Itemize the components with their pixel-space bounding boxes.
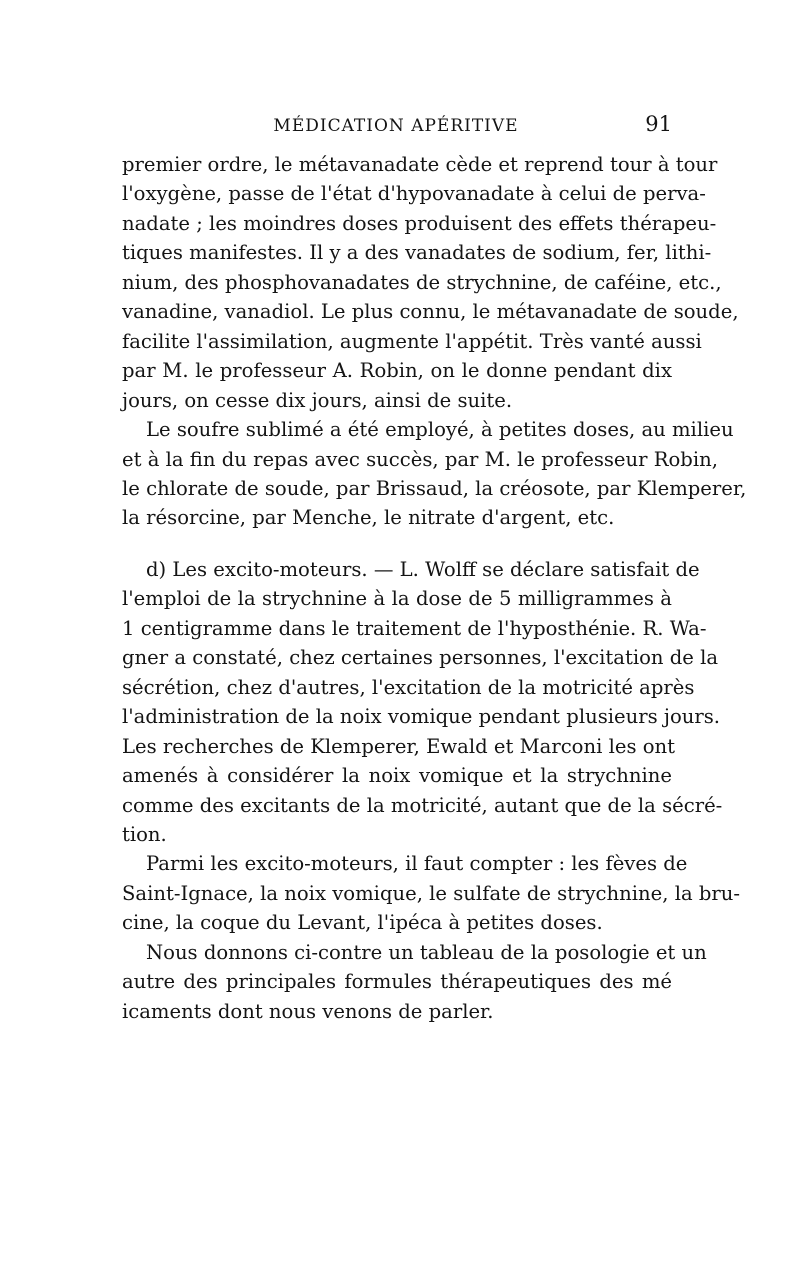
text-line: jours, on cesse dix jours, ainsi de suite. bbox=[122, 388, 513, 412]
running-title: MÉDICATION APÉRITIVE bbox=[273, 116, 519, 136]
text-line: Parmi les excito-moteurs, il faut compter : les fèves de bbox=[146, 852, 688, 876]
text-line: la résorcine, par Menche, le nitrate d'argent, etc. bbox=[122, 506, 615, 530]
text-line: amenés à considérer la noix vomique et la strychnine bbox=[122, 764, 672, 788]
text-line: tiques manifestes. Il y a des vanadates de sodium, fer, lithi- bbox=[122, 241, 712, 265]
text-line: vanadine, vanadiol. Le plus connu, le métavanadate de soude, bbox=[122, 300, 739, 324]
text-line: nium, des phosphovanadates de strychnine, de caféine, etc., bbox=[122, 270, 722, 294]
text-line: l'oxygène, passe de l'état d'hypovanadate à celui de perva- bbox=[122, 182, 706, 206]
body-text bbox=[122, 150, 747, 1026]
text-line: Les recherches de Klemperer, Ewald et Marconi les ont bbox=[122, 734, 676, 758]
paragraph-vanadates bbox=[122, 150, 739, 415]
text-line: premier ordre, le métavanadate cède et reprend tour à tour bbox=[122, 153, 718, 176]
text-line-wrapped: autre des principales formules thérapeutiques des mé icaments dont nous venons de parler. bbox=[122, 970, 672, 1023]
page-number: 91 bbox=[645, 112, 672, 136]
paragraph-tableau bbox=[122, 938, 707, 1026]
text-line: cine, la coque du Levant, l'ipéca à petites doses. bbox=[122, 911, 603, 935]
text-line: tion. bbox=[122, 822, 167, 846]
text-line: facilite l'assimilation, augmente l'appétit. Très vanté aussi bbox=[122, 329, 702, 353]
text-line: l'emploi de la strychnine à la dose de 5 milligrammes à bbox=[122, 587, 672, 611]
text-line: par M. le professeur A. Robin, on le donne pendant dix bbox=[122, 359, 672, 383]
section-gap bbox=[122, 533, 672, 555]
text-line: Le soufre sublimé a été employé, à petites doses, au milieu bbox=[146, 418, 734, 442]
text-line: Nous donnons ci-contre un tableau de la posologie et un bbox=[146, 940, 707, 964]
running-header bbox=[120, 112, 672, 142]
text-line: nadate ; les moindres doses produisent des effets thérapeu- bbox=[122, 211, 717, 235]
text-line: le chlorate de soude, par Brissaud, la créosote, par Klemperer, bbox=[122, 476, 747, 500]
paragraph-soufre bbox=[122, 415, 747, 533]
text-line: gner a constaté, chez certaines personnes, l'excitation de la bbox=[122, 646, 719, 670]
text-line: l'administration de la noix vomique pendant plusieurs jours. bbox=[122, 705, 721, 729]
text-line: sécrétion, chez d'autres, l'excitation de la motricité après bbox=[122, 675, 695, 699]
text-line: comme des excitants de la motricité, autant que de la sécré- bbox=[122, 793, 723, 817]
text-line: Saint-Ignace, la noix vomique, le sulfate de strychnine, la bru- bbox=[122, 881, 741, 905]
text-line: et à la fin du repas avec succès, par M. le professeur Robin, bbox=[122, 447, 718, 471]
paragraph-excito-moteurs bbox=[122, 555, 723, 850]
paragraph-liste-excito-moteurs bbox=[122, 849, 741, 937]
text-line: d) Les excito-moteurs. — L. Wolff se déclare satisfait de bbox=[146, 557, 700, 581]
text-line: 1 centigramme dans le traitement de l'hyposthénie. R. Wa- bbox=[122, 616, 707, 640]
